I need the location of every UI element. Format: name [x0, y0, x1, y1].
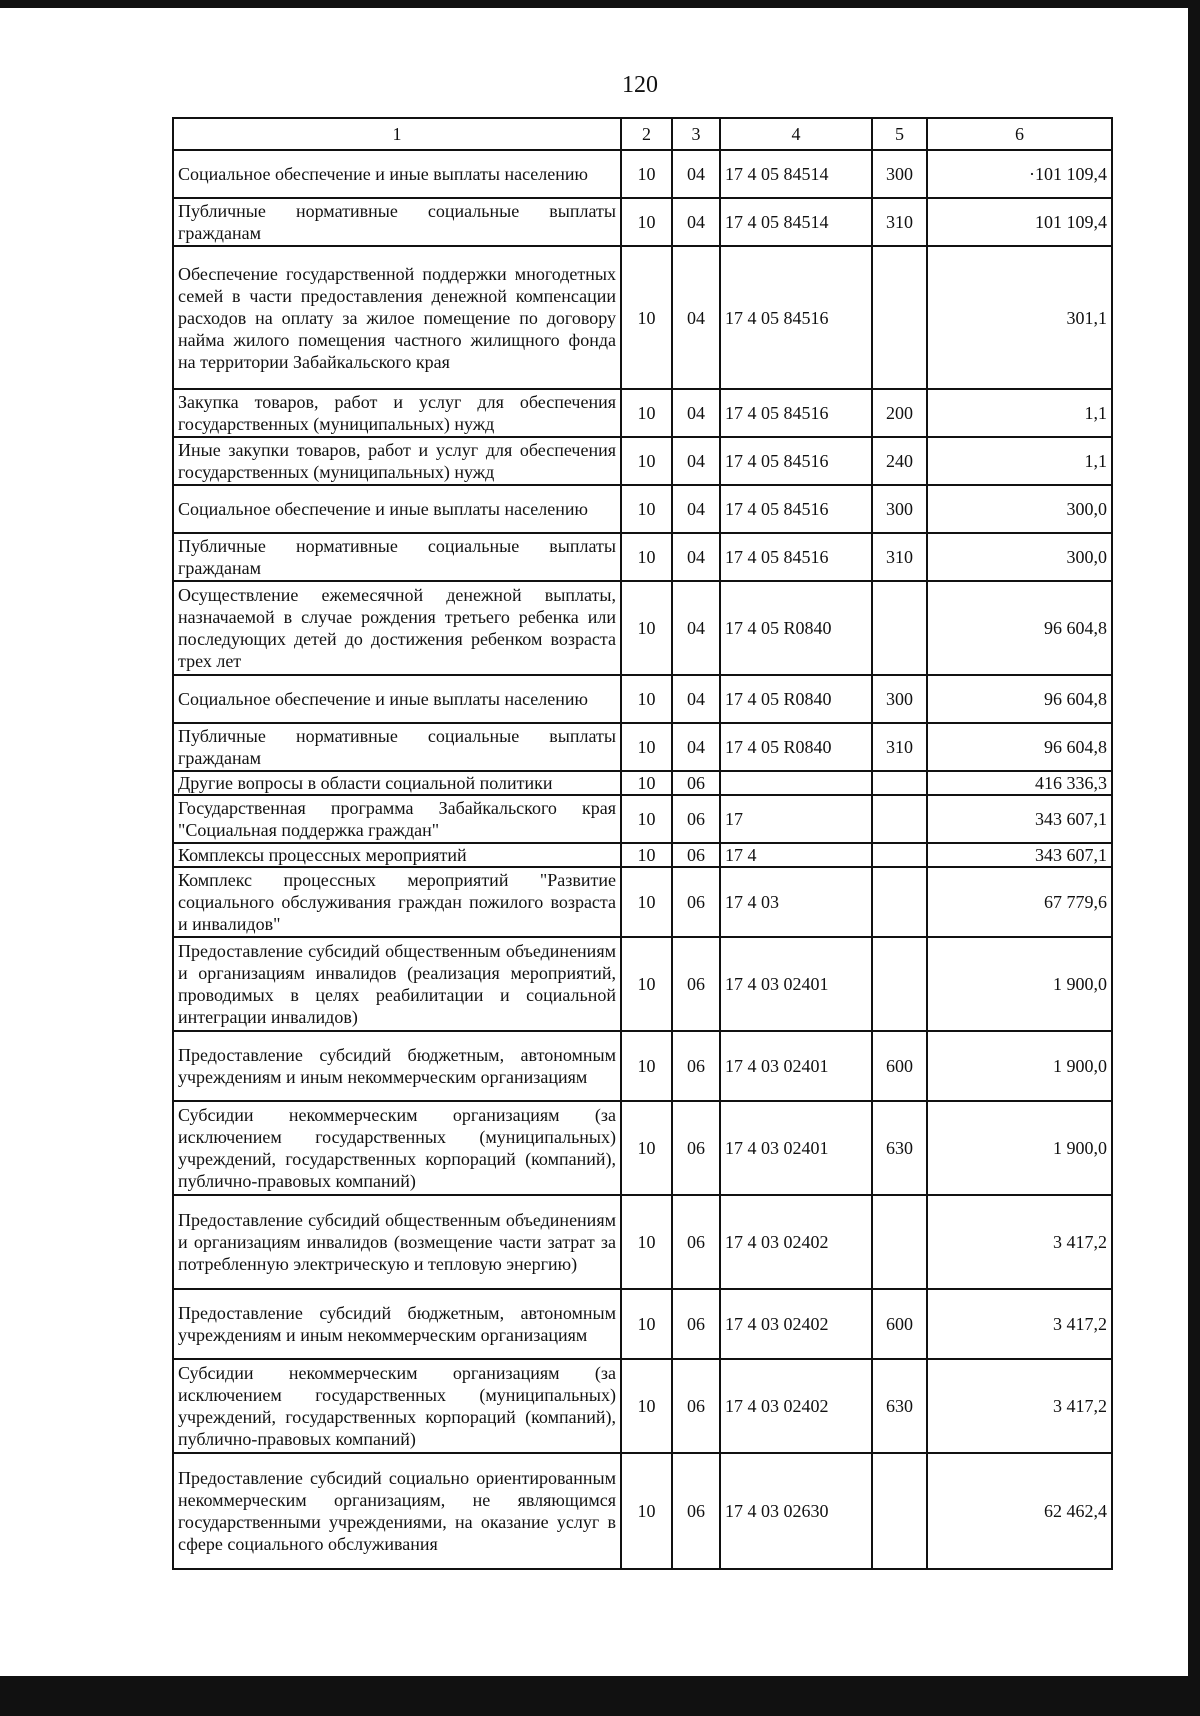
row-name-cell: Социальное обеспечение и иные выплаты населению	[173, 150, 621, 198]
row-section-cell: 10	[621, 389, 672, 437]
row-subsection-cell: 04	[672, 150, 720, 198]
row-amount-cell: 416 336,3	[927, 771, 1112, 795]
row-amount-cell: 96 604,8	[927, 675, 1112, 723]
row-expense-type-cell	[872, 581, 927, 675]
table-row	[173, 533, 1112, 581]
row-expense-type-cell: 310	[872, 533, 927, 581]
header-row	[173, 118, 1112, 150]
row-section-cell: 10	[621, 675, 672, 723]
row-target-article-cell: 17 4 03 02630	[720, 1453, 872, 1569]
row-amount-cell: 101 109,4	[927, 198, 1112, 246]
table-row	[173, 1101, 1112, 1195]
row-amount-cell: 1 900,0	[927, 1031, 1112, 1101]
row-subsection-cell: 06	[672, 1195, 720, 1289]
row-expense-type-cell: 630	[872, 1359, 927, 1453]
row-target-article-cell: 17 4	[720, 843, 872, 867]
row-target-article-cell: 17 4 05 84516	[720, 437, 872, 485]
row-expense-type-cell	[872, 795, 927, 843]
header-cell-1: 1	[173, 118, 621, 150]
row-amount-cell: 343 607,1	[927, 795, 1112, 843]
table-row	[173, 198, 1112, 246]
scan-right-border	[1188, 0, 1200, 1716]
row-name-cell: Предоставление субсидий бюджетным, автономным учреждениям и иным некоммерческим организациям	[173, 1289, 621, 1359]
row-name-cell: Публичные нормативные социальные выплаты гражданам	[173, 198, 621, 246]
row-subsection-cell: 04	[672, 581, 720, 675]
row-subsection-cell: 04	[672, 246, 720, 389]
row-expense-type-cell: 200	[872, 389, 927, 437]
row-name-cell: Закупка товаров, работ и услуг для обеспечения государственных (муниципальных) нужд	[173, 389, 621, 437]
row-subsection-cell: 06	[672, 1289, 720, 1359]
row-subsection-cell: 06	[672, 1359, 720, 1453]
row-amount-cell: 1 900,0	[927, 937, 1112, 1031]
row-name-cell: Предоставление субсидий общественным объединениям и организациям инвалидов (реализация мероприятий, проводимых в целях реабилитации и социальной интеграции инвалидов)	[173, 937, 621, 1031]
row-target-article-cell: 17 4 03	[720, 867, 872, 937]
row-subsection-cell: 06	[672, 795, 720, 843]
row-section-cell: 10	[621, 533, 672, 581]
row-target-article-cell: 17 4 05 R0840	[720, 581, 872, 675]
row-name-cell: Субсидии некоммерческим организациям (за исключением государственных (муниципальных) учреждений, государственных корпораций (компаний), публично-правовых компаний)	[173, 1359, 621, 1453]
row-name-cell: Обеспечение государственной поддержки многодетных семей в части предоставления денежной компенсации расходов на оплату за жилое помещение по договору найма жилого помещения частного жилищного фонда на территории Забайкальского края	[173, 246, 621, 389]
table-row	[173, 843, 1112, 867]
row-target-article-cell: 17 4 05 R0840	[720, 675, 872, 723]
table-row	[173, 1359, 1112, 1453]
row-amount-cell: 3 417,2	[927, 1195, 1112, 1289]
row-amount-cell: 96 604,8	[927, 723, 1112, 771]
scan-top-border	[0, 0, 1200, 8]
row-target-article-cell: 17 4 03 02401	[720, 1031, 872, 1101]
row-section-cell: 10	[621, 1289, 672, 1359]
row-section-cell: 10	[621, 1195, 672, 1289]
table-row	[173, 150, 1112, 198]
table-row	[173, 1031, 1112, 1101]
row-name-cell: Другие вопросы в области социальной политики	[173, 771, 621, 795]
table-row	[173, 437, 1112, 485]
row-target-article-cell: 17 4 03 02402	[720, 1359, 872, 1453]
row-expense-type-cell: 310	[872, 198, 927, 246]
header-cell-2: 2	[621, 118, 672, 150]
row-section-cell: 10	[621, 1453, 672, 1569]
row-section-cell: 10	[621, 795, 672, 843]
row-expense-type-cell: 310	[872, 723, 927, 771]
table-row	[173, 485, 1112, 533]
row-name-cell: Комплексы процессных мероприятий	[173, 843, 621, 867]
row-amount-cell: 343 607,1	[927, 843, 1112, 867]
row-section-cell: 10	[621, 1101, 672, 1195]
row-section-cell: 10	[621, 485, 672, 533]
row-subsection-cell: 06	[672, 1031, 720, 1101]
table-row	[173, 723, 1112, 771]
row-expense-type-cell	[872, 1195, 927, 1289]
row-name-cell: Государственная программа Забайкальского края "Социальная поддержка граждан"	[173, 795, 621, 843]
row-section-cell: 10	[621, 246, 672, 389]
row-expense-type-cell: 300	[872, 675, 927, 723]
table-row	[173, 1289, 1112, 1359]
row-section-cell: 10	[621, 723, 672, 771]
row-subsection-cell: 04	[672, 675, 720, 723]
row-subsection-cell: 06	[672, 867, 720, 937]
row-target-article-cell: 17	[720, 795, 872, 843]
row-amount-cell: 300,0	[927, 533, 1112, 581]
header-cell-6: 6	[927, 118, 1112, 150]
row-amount-cell: ·101 109,4	[927, 150, 1112, 198]
row-subsection-cell: 04	[672, 533, 720, 581]
row-subsection-cell: 06	[672, 1101, 720, 1195]
table-row	[173, 1195, 1112, 1289]
row-expense-type-cell: 600	[872, 1289, 927, 1359]
table-row	[173, 246, 1112, 389]
row-expense-type-cell	[872, 1453, 927, 1569]
row-target-article-cell: 17 4 03 02401	[720, 1101, 872, 1195]
row-section-cell: 10	[621, 843, 672, 867]
row-expense-type-cell: 300	[872, 150, 927, 198]
row-name-cell: Субсидии некоммерческим организациям (за исключением государственных (муниципальных) учреждений, государственных корпораций (компаний), публично-правовых компаний)	[173, 1101, 621, 1195]
row-section-cell: 10	[621, 437, 672, 485]
row-name-cell: Осуществление ежемесячной денежной выплаты, назначаемой в случае рождения третьего ребенка или последующих детей до достижения ребенком возраста трех лет	[173, 581, 621, 675]
row-amount-cell: 1 900,0	[927, 1101, 1112, 1195]
row-subsection-cell: 06	[672, 1453, 720, 1569]
row-subsection-cell: 04	[672, 723, 720, 771]
row-name-cell: Предоставление субсидий общественным объединениям и организациям инвалидов (возмещение части затрат за потребленную электрическую и тепловую энергию)	[173, 1195, 621, 1289]
row-amount-cell: 1,1	[927, 437, 1112, 485]
budget-table	[172, 117, 1113, 1570]
row-expense-type-cell	[872, 771, 927, 795]
row-target-article-cell: 17 4 03 02401	[720, 937, 872, 1031]
row-expense-type-cell: 630	[872, 1101, 927, 1195]
row-target-article-cell: 17 4 03 02402	[720, 1289, 872, 1359]
table-row	[173, 771, 1112, 795]
row-section-cell: 10	[621, 1359, 672, 1453]
row-name-cell: Предоставление субсидий социально ориентированным некоммерческим организациям, не являющимся государственными учреждениями, на оказание услуг в сфере социального обслуживания	[173, 1453, 621, 1569]
row-section-cell: 10	[621, 867, 672, 937]
row-target-article-cell: 17 4 05 84516	[720, 389, 872, 437]
table-body	[173, 150, 1112, 1569]
row-amount-cell: 62 462,4	[927, 1453, 1112, 1569]
row-expense-type-cell: 240	[872, 437, 927, 485]
row-amount-cell: 96 604,8	[927, 581, 1112, 675]
row-section-cell: 10	[621, 198, 672, 246]
row-subsection-cell: 04	[672, 198, 720, 246]
row-section-cell: 10	[621, 150, 672, 198]
scan-bottom-border	[0, 1676, 1200, 1716]
table-row	[173, 675, 1112, 723]
row-expense-type-cell	[872, 246, 927, 389]
table-row	[173, 1453, 1112, 1569]
page-number: 120	[622, 72, 658, 98]
table-row	[173, 389, 1112, 437]
row-subsection-cell: 06	[672, 771, 720, 795]
row-expense-type-cell	[872, 937, 927, 1031]
header-cell-5: 5	[872, 118, 927, 150]
row-target-article-cell: 17 4 05 84514	[720, 198, 872, 246]
row-amount-cell: 300,0	[927, 485, 1112, 533]
table-row	[173, 581, 1112, 675]
row-subsection-cell: 06	[672, 937, 720, 1031]
row-target-article-cell: 17 4 05 84516	[720, 485, 872, 533]
row-name-cell: Социальное обеспечение и иные выплаты населению	[173, 485, 621, 533]
row-target-article-cell: 17 4 05 84516	[720, 246, 872, 389]
header-cell-3: 3	[672, 118, 720, 150]
row-amount-cell: 1,1	[927, 389, 1112, 437]
row-name-cell: Социальное обеспечение и иные выплаты населению	[173, 675, 621, 723]
row-target-article-cell	[720, 771, 872, 795]
row-amount-cell: 3 417,2	[927, 1359, 1112, 1453]
row-expense-type-cell	[872, 843, 927, 867]
row-name-cell: Публичные нормативные социальные выплаты гражданам	[173, 533, 621, 581]
row-target-article-cell: 17 4 03 02402	[720, 1195, 872, 1289]
row-section-cell: 10	[621, 581, 672, 675]
row-section-cell: 10	[621, 937, 672, 1031]
row-name-cell: Публичные нормативные социальные выплаты гражданам	[173, 723, 621, 771]
row-amount-cell: 301,1	[927, 246, 1112, 389]
header-cell-4: 4	[720, 118, 872, 150]
row-name-cell: Предоставление субсидий бюджетным, автономным учреждениям и иным некоммерческим организациям	[173, 1031, 621, 1101]
row-subsection-cell: 04	[672, 389, 720, 437]
row-target-article-cell: 17 4 05 84514	[720, 150, 872, 198]
table-header	[173, 118, 1112, 150]
row-amount-cell: 67 779,6	[927, 867, 1112, 937]
row-amount-cell: 3 417,2	[927, 1289, 1112, 1359]
table-row	[173, 795, 1112, 843]
row-target-article-cell: 17 4 05 R0840	[720, 723, 872, 771]
row-expense-type-cell: 300	[872, 485, 927, 533]
row-expense-type-cell	[872, 867, 927, 937]
row-subsection-cell: 04	[672, 437, 720, 485]
row-section-cell: 10	[621, 1031, 672, 1101]
row-subsection-cell: 06	[672, 843, 720, 867]
row-subsection-cell: 04	[672, 485, 720, 533]
row-name-cell: Комплекс процессных мероприятий "Развитие социального обслуживания граждан пожилого возраста и инвалидов"	[173, 867, 621, 937]
table-row	[173, 867, 1112, 937]
row-target-article-cell: 17 4 05 84516	[720, 533, 872, 581]
row-name-cell: Иные закупки товаров, работ и услуг для обеспечения государственных (муниципальных) нужд	[173, 437, 621, 485]
table-row	[173, 937, 1112, 1031]
row-expense-type-cell: 600	[872, 1031, 927, 1101]
row-section-cell: 10	[621, 771, 672, 795]
